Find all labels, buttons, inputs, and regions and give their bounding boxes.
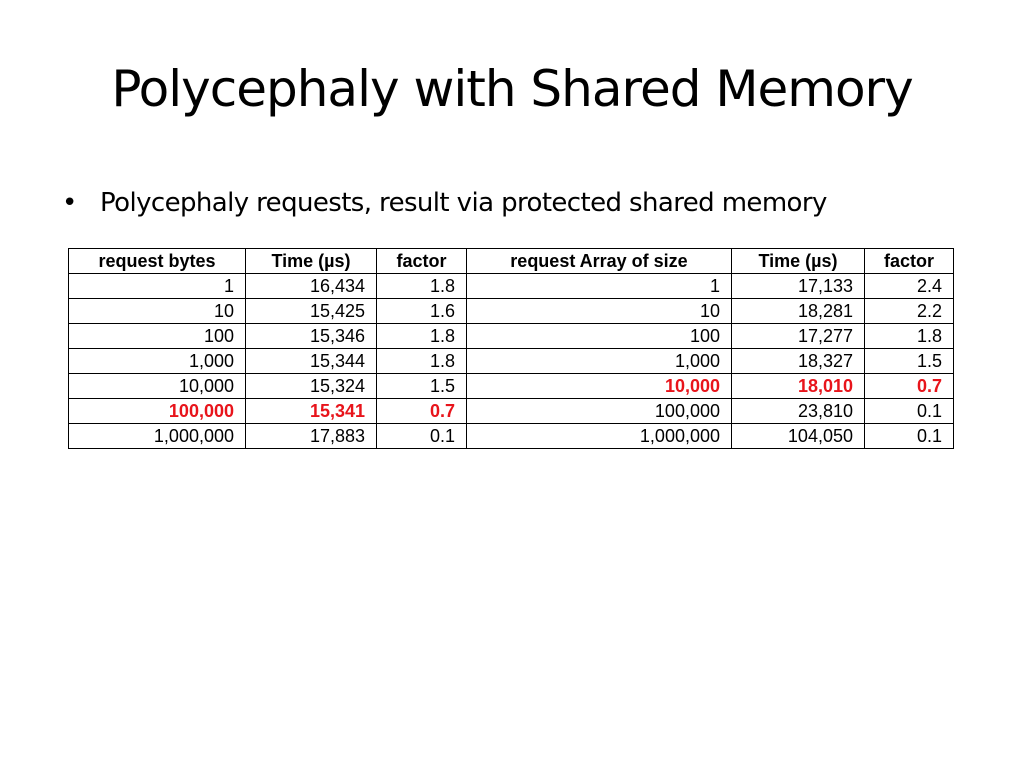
bullet-text: Polycephaly requests, result via protected shared memory xyxy=(100,188,827,218)
table-cell: 16,434 xyxy=(246,274,377,299)
table-row xyxy=(69,324,954,349)
table-cell: 15,344 xyxy=(246,349,377,374)
table-cell-highlighted: 0.7 xyxy=(865,374,954,399)
table-row xyxy=(69,274,954,299)
results-table xyxy=(68,248,954,449)
table-row xyxy=(69,424,954,449)
table-cell-highlighted: 15,341 xyxy=(246,399,377,424)
table-cell: 23,810 xyxy=(732,399,865,424)
table-header-row xyxy=(69,249,954,274)
table-cell: 1.8 xyxy=(865,324,954,349)
table-cell: 100 xyxy=(69,324,246,349)
table-cell: 1.5 xyxy=(377,374,467,399)
table-cell: 15,425 xyxy=(246,299,377,324)
table-cell-highlighted: 100,000 xyxy=(69,399,246,424)
table-cell: 1,000,000 xyxy=(69,424,246,449)
table-cell: 17,277 xyxy=(732,324,865,349)
table-cell: 10 xyxy=(467,299,732,324)
table-row xyxy=(69,399,954,424)
table-cell-highlighted: 18,010 xyxy=(732,374,865,399)
table-cell: 15,346 xyxy=(246,324,377,349)
header-factor-array: factor xyxy=(865,249,954,274)
table-cell-highlighted: 10,000 xyxy=(467,374,732,399)
table-cell: 0.1 xyxy=(865,399,954,424)
table-cell: 1 xyxy=(467,274,732,299)
table-row xyxy=(69,299,954,324)
table-cell: 18,327 xyxy=(732,349,865,374)
table-cell: 100,000 xyxy=(467,399,732,424)
table-cell: 1.6 xyxy=(377,299,467,324)
header-time-array: Time (µs) xyxy=(732,249,865,274)
table-cell: 2.4 xyxy=(865,274,954,299)
table-cell: 1.8 xyxy=(377,274,467,299)
table-cell: 100 xyxy=(467,324,732,349)
header-time-bytes: Time (µs) xyxy=(246,249,377,274)
table-cell: 1 xyxy=(69,274,246,299)
table-row xyxy=(69,349,954,374)
table-cell: 10 xyxy=(69,299,246,324)
table-row xyxy=(69,374,954,399)
table-cell: 1.8 xyxy=(377,349,467,374)
table-cell: 1,000,000 xyxy=(467,424,732,449)
table-cell: 17,133 xyxy=(732,274,865,299)
bullet-marker: • xyxy=(62,188,77,218)
table-cell: 10,000 xyxy=(69,374,246,399)
slide-title: Polycephaly with Shared Memory xyxy=(111,60,913,118)
table-cell: 17,883 xyxy=(246,424,377,449)
bullet-item xyxy=(62,188,827,218)
table-cell: 0.1 xyxy=(377,424,467,449)
table-cell: 1.8 xyxy=(377,324,467,349)
table-cell: 104,050 xyxy=(732,424,865,449)
table-cell: 18,281 xyxy=(732,299,865,324)
table-cell: 2.2 xyxy=(865,299,954,324)
table-cell: 1.5 xyxy=(865,349,954,374)
table-cell-highlighted: 0.7 xyxy=(377,399,467,424)
header-request-bytes: request bytes xyxy=(69,249,246,274)
header-factor-bytes: factor xyxy=(377,249,467,274)
header-request-array-size: request Array of size xyxy=(467,249,732,274)
table-cell: 1,000 xyxy=(69,349,246,374)
table-cell: 15,324 xyxy=(246,374,377,399)
table-cell: 1,000 xyxy=(467,349,732,374)
table-cell: 0.1 xyxy=(865,424,954,449)
